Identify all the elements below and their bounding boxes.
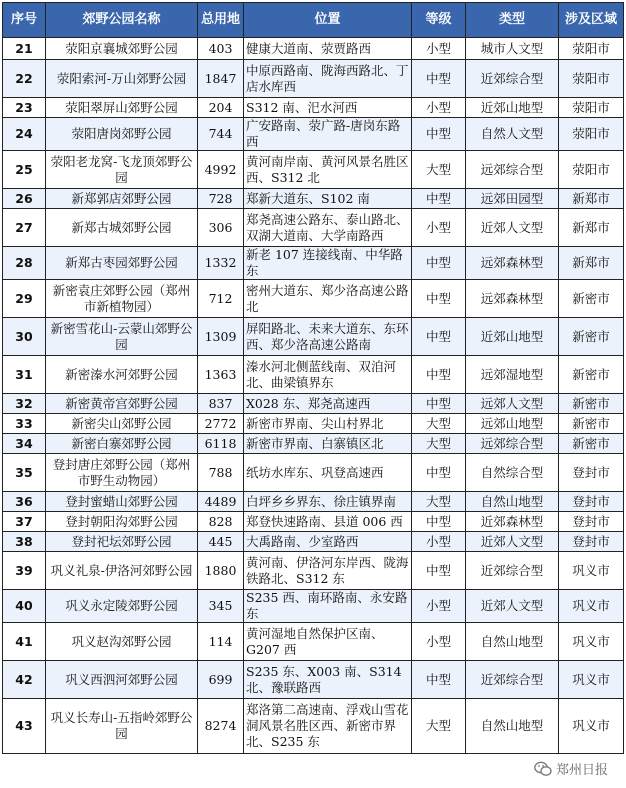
cell-region: 新郑市: [559, 209, 624, 247]
cell-idx: 34: [3, 434, 46, 454]
cell-name: 荥阳索河-万山郊野公园: [46, 60, 198, 98]
cell-type: 近郊山地型: [466, 318, 559, 356]
cell-region: 新郑市: [559, 189, 624, 209]
cell-type: 远郊森林型: [466, 280, 559, 318]
cell-idx: 43: [3, 699, 46, 754]
cell-area: 1880: [198, 552, 244, 590]
cell-idx: 29: [3, 280, 46, 318]
cell-location: 新密市界南、尖山村界北: [244, 414, 412, 434]
cell-name: 荥阳唐岗郊野公园: [46, 118, 198, 151]
cell-region: 登封市: [559, 454, 624, 492]
cell-idx: 40: [3, 590, 46, 623]
cell-area: 345: [198, 590, 244, 623]
cell-idx: 30: [3, 318, 46, 356]
cell-type: 远郊综合型: [466, 151, 559, 189]
table-row: [3, 151, 624, 189]
cell-area: 4489: [198, 492, 244, 512]
cell-area: 699: [198, 661, 244, 699]
cell-area: 114: [198, 623, 244, 661]
table-row: [3, 280, 624, 318]
cell-type: 近郊人文型: [466, 532, 559, 552]
cell-type: 自然山地型: [466, 492, 559, 512]
cell-location: 郑洛第二高速南、浮戏山雪花洞风景名胜区西、新密市界北、S235 东: [244, 699, 412, 754]
cell-grade: 小型: [412, 532, 466, 552]
cell-idx: 28: [3, 247, 46, 280]
table-row: [3, 512, 624, 532]
cell-location: 新密市界南、白寨镇区北: [244, 434, 412, 454]
cell-name: 新密雪花山-云蒙山郊野公园: [46, 318, 198, 356]
cell-location: 中原西路南、陇海西路北、丁店水库西: [244, 60, 412, 98]
cell-type: 远郊人文型: [466, 394, 559, 414]
cell-area: 1332: [198, 247, 244, 280]
cell-idx: 26: [3, 189, 46, 209]
cell-idx: 23: [3, 98, 46, 118]
cell-region: 荥阳市: [559, 60, 624, 98]
cell-location: S235 东、X003 南、S314 北、豫联路西: [244, 661, 412, 699]
table-header-row: [3, 3, 624, 38]
cell-location: S312 南、汜水河西: [244, 98, 412, 118]
cell-area: 728: [198, 189, 244, 209]
cell-region: 巩义市: [559, 661, 624, 699]
col-header-location: 位置: [244, 3, 412, 38]
cell-idx: 21: [3, 38, 46, 60]
cell-region: 新密市: [559, 394, 624, 414]
cell-name: 新密袁庄郊野公园（郑州市新植物园）: [46, 280, 198, 318]
table-row: [3, 318, 624, 356]
cell-region: 巩义市: [559, 623, 624, 661]
cell-name: 巩义赵沟郊野公园: [46, 623, 198, 661]
cell-grade: 中型: [412, 356, 466, 394]
cell-region: 新密市: [559, 318, 624, 356]
table-row: [3, 189, 624, 209]
cell-location: 密州大道东、郑少洛高速公路北: [244, 280, 412, 318]
cell-area: 8274: [198, 699, 244, 754]
cell-region: 巩义市: [559, 552, 624, 590]
cell-idx: 41: [3, 623, 46, 661]
cell-idx: 25: [3, 151, 46, 189]
cell-location: 新老 107 连接线南、中华路东: [244, 247, 412, 280]
cell-grade: 小型: [412, 590, 466, 623]
cell-region: 登封市: [559, 532, 624, 552]
cell-grade: 大型: [412, 414, 466, 434]
cell-region: 新密市: [559, 414, 624, 434]
parks-table: [2, 2, 624, 754]
cell-name: 新郑古枣园郊野公园: [46, 247, 198, 280]
table-row: [3, 661, 624, 699]
cell-location: 广安路南、荥广路-唐岗东路西: [244, 118, 412, 151]
cell-type: 近郊综合型: [466, 60, 559, 98]
cell-area: 403: [198, 38, 244, 60]
cell-area: 204: [198, 98, 244, 118]
cell-type: 近郊综合型: [466, 552, 559, 590]
cell-idx: 37: [3, 512, 46, 532]
cell-area: 837: [198, 394, 244, 414]
cell-name: 巩义西泗河郊野公园: [46, 661, 198, 699]
cell-region: 巩义市: [559, 699, 624, 754]
cell-grade: 中型: [412, 394, 466, 414]
table-row: [3, 356, 624, 394]
cell-type: 自然综合型: [466, 454, 559, 492]
table-row: [3, 699, 624, 754]
cell-name: 登封蜜蜡山郊野公园: [46, 492, 198, 512]
cell-location: 黄河南岸南、黄河风景名胜区西、S312 北: [244, 151, 412, 189]
table-row: [3, 98, 624, 118]
table-row: [3, 394, 624, 414]
cell-location: 黄河湿地自然保护区南、G207 西: [244, 623, 412, 661]
cell-type: 城市人文型: [466, 38, 559, 60]
cell-region: 新密市: [559, 280, 624, 318]
cell-name: 巩义长寿山-五指岭郊野公园: [46, 699, 198, 754]
table-row: [3, 414, 624, 434]
cell-location: S235 西、南环路南、永安路东: [244, 590, 412, 623]
cell-name: 荥阳京襄城郊野公园: [46, 38, 198, 60]
table-row: [3, 247, 624, 280]
cell-grade: 中型: [412, 661, 466, 699]
cell-grade: 中型: [412, 454, 466, 492]
cell-idx: 31: [3, 356, 46, 394]
cell-idx: 38: [3, 532, 46, 552]
cell-region: 新密市: [559, 434, 624, 454]
wechat-icon: [534, 761, 552, 777]
cell-grade: 小型: [412, 98, 466, 118]
cell-type: 远郊综合型: [466, 434, 559, 454]
cell-location: 郑尧高速公路东、泰山路北、双湖大道南、大学南路西: [244, 209, 412, 247]
cell-grade: 大型: [412, 699, 466, 754]
table-row: [3, 552, 624, 590]
cell-type: 远郊田园型: [466, 189, 559, 209]
cell-type: 近郊人文型: [466, 590, 559, 623]
cell-area: 712: [198, 280, 244, 318]
table-row: [3, 118, 624, 151]
cell-grade: 大型: [412, 434, 466, 454]
col-header-type: 类型: [466, 3, 559, 38]
cell-type: 近郊人文型: [466, 209, 559, 247]
table-row: [3, 60, 624, 98]
cell-area: 445: [198, 532, 244, 552]
cell-type: 自然山地型: [466, 623, 559, 661]
cell-grade: 小型: [412, 38, 466, 60]
cell-region: 荥阳市: [559, 98, 624, 118]
cell-region: 荥阳市: [559, 151, 624, 189]
cell-name: 巩义礼泉-伊洛河郊野公园: [46, 552, 198, 590]
cell-type: 自然山地型: [466, 699, 559, 754]
cell-location: 健康大道南、荥贾路西: [244, 38, 412, 60]
cell-name: 登封唐庄郊野公园（郑州市野生动物园）: [46, 454, 198, 492]
cell-grade: 中型: [412, 118, 466, 151]
cell-area: 4992: [198, 151, 244, 189]
cell-idx: 36: [3, 492, 46, 512]
cell-type: 自然人文型: [466, 118, 559, 151]
cell-area: 788: [198, 454, 244, 492]
watermark-text: 郑州日报: [555, 763, 608, 778]
cell-name: 新密黄帝宫郊野公园: [46, 394, 198, 414]
cell-area: 1363: [198, 356, 244, 394]
table-row: [3, 38, 624, 60]
col-header-idx: 序号: [3, 3, 46, 38]
cell-grade: 大型: [412, 151, 466, 189]
cell-grade: 中型: [412, 280, 466, 318]
cell-grade: 中型: [412, 60, 466, 98]
cell-type: 远郊森林型: [466, 247, 559, 280]
cell-name: 登封朝阳沟郊野公园: [46, 512, 198, 532]
cell-area: 828: [198, 512, 244, 532]
cell-area: 2772: [198, 414, 244, 434]
table-row: [3, 623, 624, 661]
cell-idx: 39: [3, 552, 46, 590]
cell-region: 荥阳市: [559, 118, 624, 151]
cell-location: 溱水河北侧蓝线南、双洎河北、曲梁镇界东: [244, 356, 412, 394]
table-row: [3, 590, 624, 623]
table-row: [3, 532, 624, 552]
cell-location: 纸坊水库东、巩登高速西: [244, 454, 412, 492]
cell-type: 远郊湿地型: [466, 356, 559, 394]
cell-location: 白坪乡乡界东、徐庄镇界南: [244, 492, 412, 512]
cell-region: 荥阳市: [559, 38, 624, 60]
table-row: [3, 209, 624, 247]
cell-area: 744: [198, 118, 244, 151]
table-row: [3, 454, 624, 492]
cell-location: X028 东、郑尧高速西: [244, 394, 412, 414]
cell-name: 巩义永定陵郊野公园: [46, 590, 198, 623]
cell-name: 新密溱水河郊野公园: [46, 356, 198, 394]
cell-name: 登封祀坛郊野公园: [46, 532, 198, 552]
cell-grade: 小型: [412, 209, 466, 247]
cell-region: 新郑市: [559, 247, 624, 280]
cell-area: 6118: [198, 434, 244, 454]
cell-region: 登封市: [559, 512, 624, 532]
cell-idx: 33: [3, 414, 46, 434]
cell-name: 荥阳翠屏山郊野公园: [46, 98, 198, 118]
cell-name: 新密白寨郊野公园: [46, 434, 198, 454]
cell-grade: 中型: [412, 189, 466, 209]
cell-name: 新郑郭店郊野公园: [46, 189, 198, 209]
cell-location: 郑登快速路南、县道 006 西: [244, 512, 412, 532]
cell-area: 1847: [198, 60, 244, 98]
col-header-name: 郊野公园名称: [46, 3, 198, 38]
table-row: [3, 434, 624, 454]
cell-grade: 中型: [412, 247, 466, 280]
cell-grade: 中型: [412, 512, 466, 532]
cell-name: 荥阳老龙窝-飞龙顶郊野公园: [46, 151, 198, 189]
cell-grade: 中型: [412, 318, 466, 356]
cell-idx: 24: [3, 118, 46, 151]
cell-idx: 42: [3, 661, 46, 699]
cell-grade: 中型: [412, 552, 466, 590]
cell-grade: 小型: [412, 623, 466, 661]
cell-type: 近郊山地型: [466, 98, 559, 118]
cell-region: 新密市: [559, 356, 624, 394]
cell-grade: 大型: [412, 492, 466, 512]
cell-area: 306: [198, 209, 244, 247]
col-header-area: 总用地: [198, 3, 244, 38]
cell-type: 近郊综合型: [466, 661, 559, 699]
table-row: [3, 492, 624, 512]
watermark: [530, 757, 612, 780]
cell-area: 1309: [198, 318, 244, 356]
cell-location: 屏阳路北、未来大道东、东环西、郑少洛高速公路南: [244, 318, 412, 356]
cell-location: 大禹路南、少室路西: [244, 532, 412, 552]
cell-name: 新郑古城郊野公园: [46, 209, 198, 247]
cell-location: 郑新大道东、S102 南: [244, 189, 412, 209]
col-header-grade: 等级: [412, 3, 466, 38]
col-header-region: 涉及区域: [559, 3, 624, 38]
cell-idx: 32: [3, 394, 46, 414]
cell-region: 登封市: [559, 492, 624, 512]
cell-region: 巩义市: [559, 590, 624, 623]
cell-idx: 27: [3, 209, 46, 247]
cell-idx: 35: [3, 454, 46, 492]
cell-type: 近郊森林型: [466, 512, 559, 532]
cell-type: 远郊山地型: [466, 414, 559, 434]
cell-location: 黄河南、伊洛河东岸西、陇海铁路北、S312 东: [244, 552, 412, 590]
cell-name: 新密尖山郊野公园: [46, 414, 198, 434]
cell-idx: 22: [3, 60, 46, 98]
